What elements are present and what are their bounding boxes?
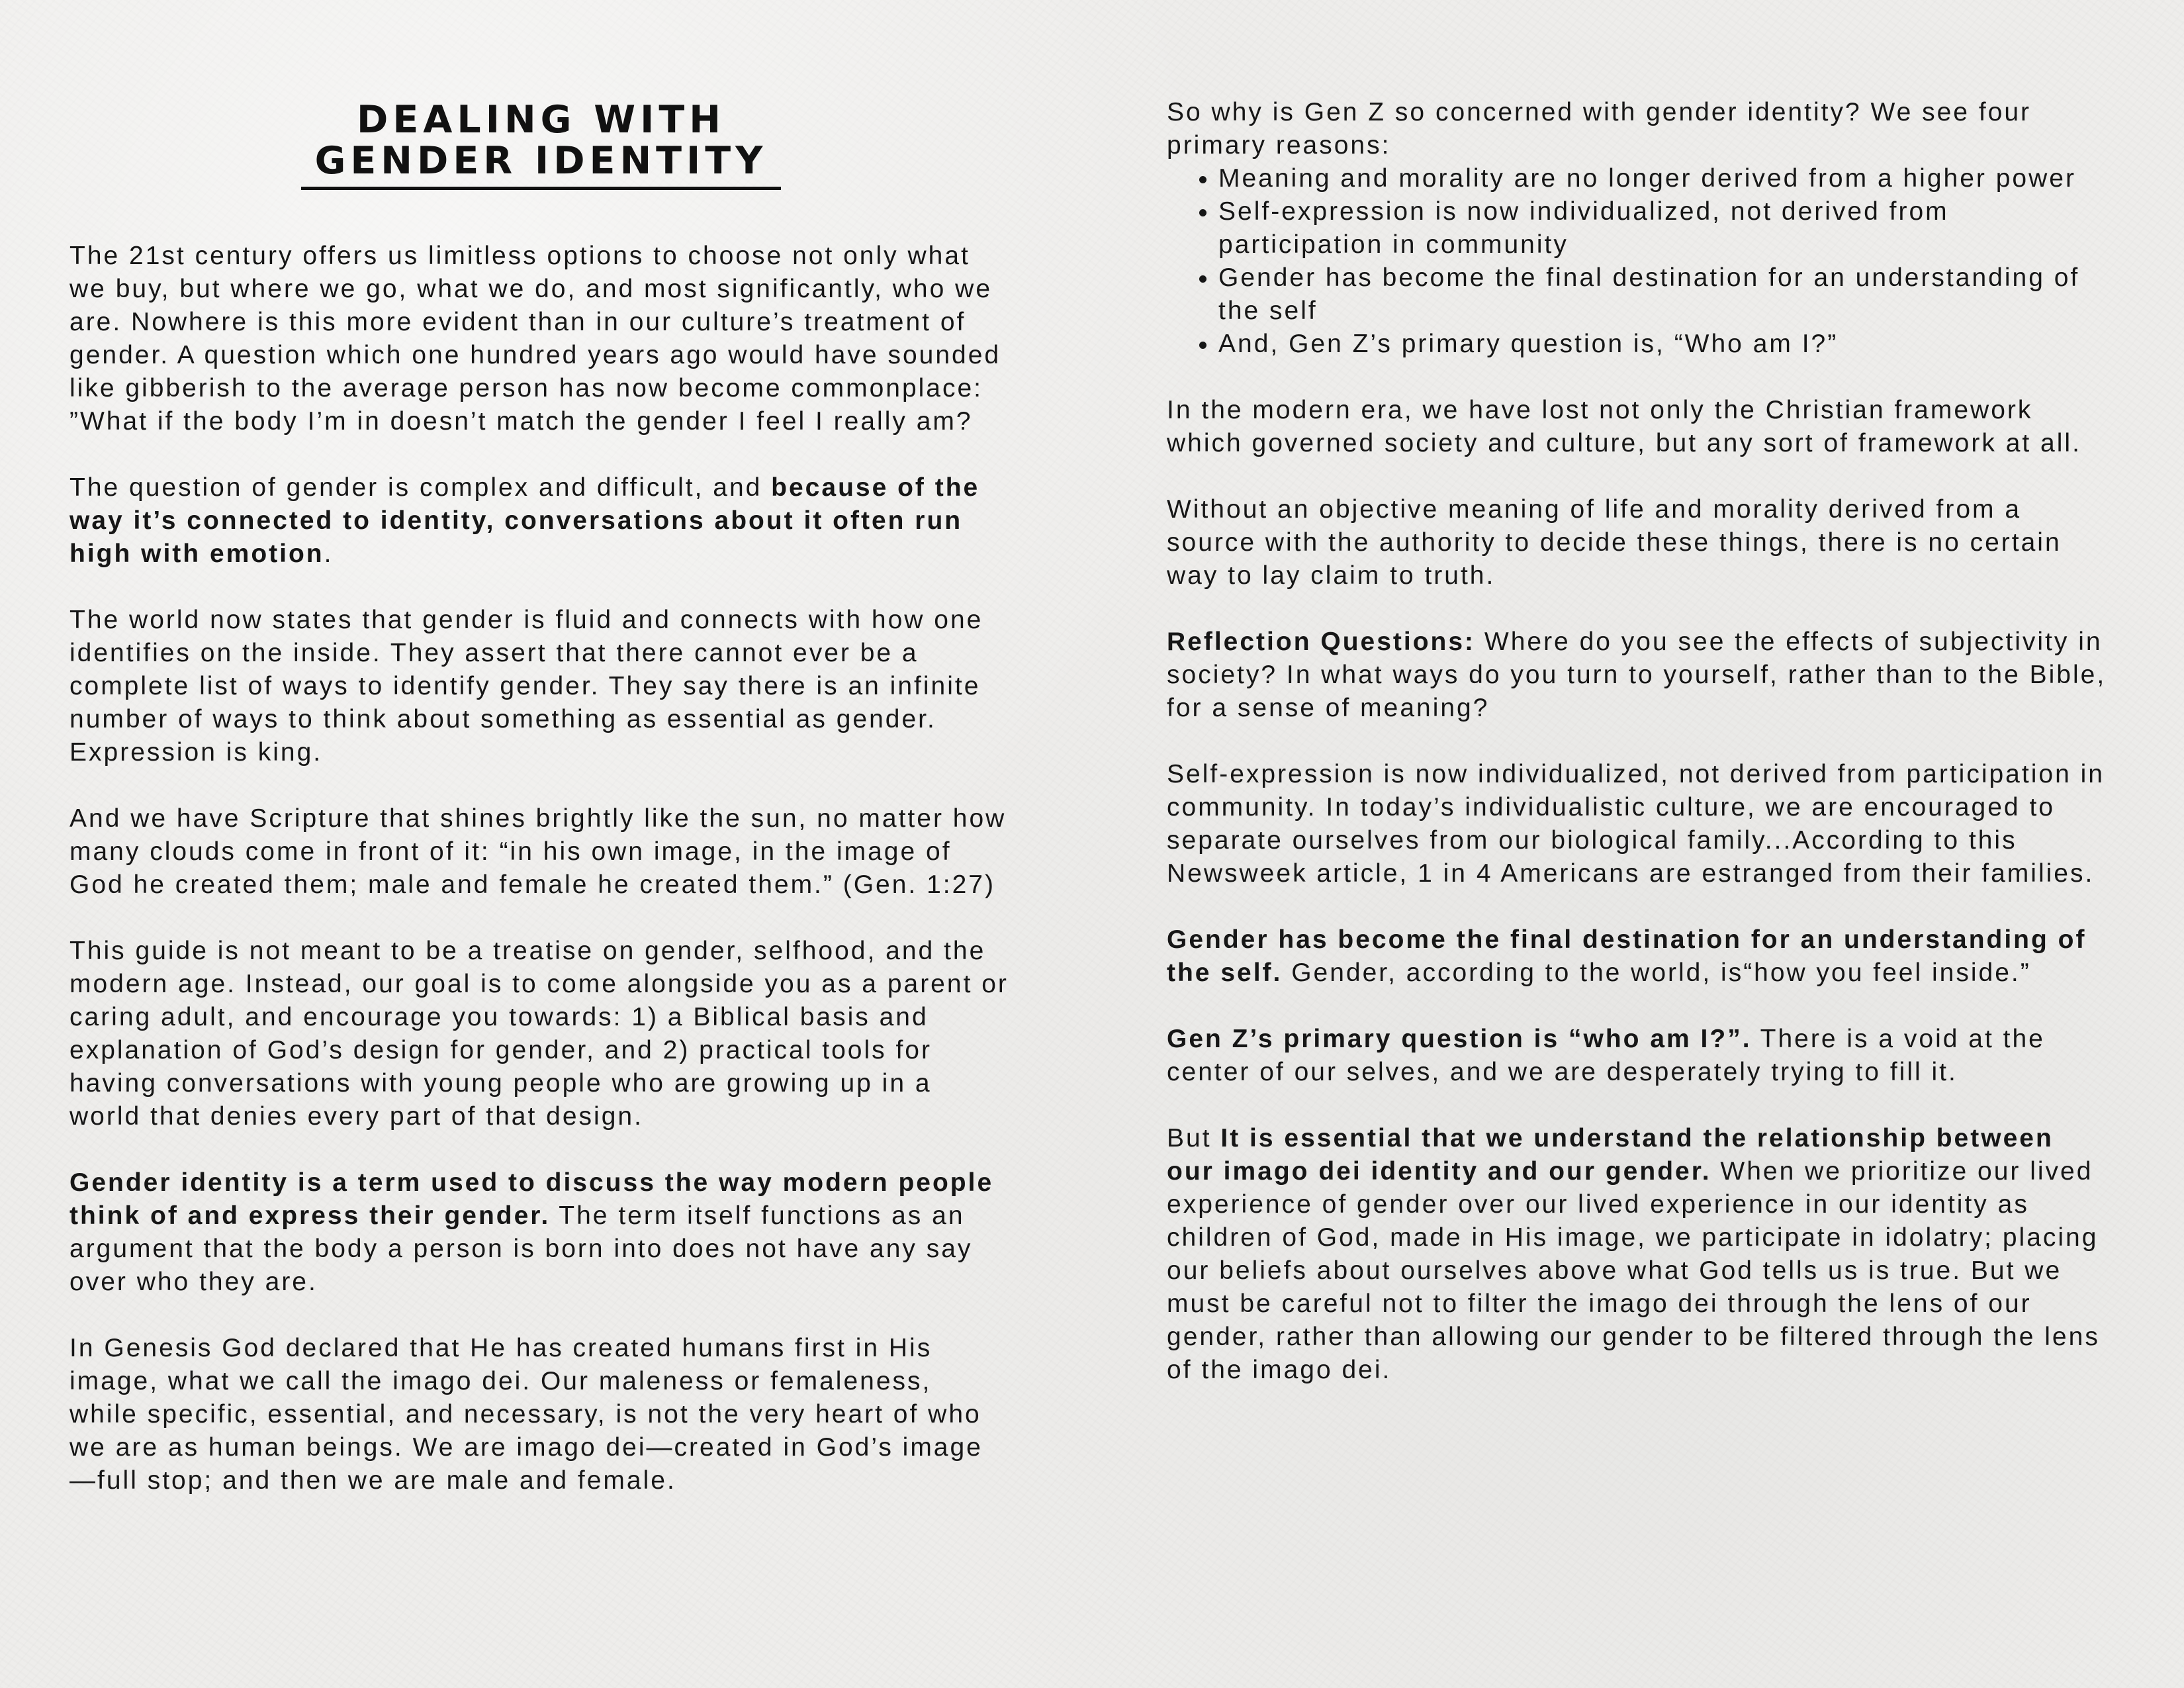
reason-item-2: • Self-expression is now individualized, not derived from participation in community [1218, 195, 2107, 261]
who-am-i-paragraph [1167, 1023, 2107, 1089]
scripture-paragraph: And we have Scripture that shines brightly like the sun, no matter how many clouds come in front of it: “in his own image, in the image of God he created them; male and female he created them.” (Gen. 1:27) [69, 804, 1007, 899]
reason-item-4: • And, Gen Z’s primary question is, “Who am I?” [1218, 328, 2107, 361]
reflection-label: Reflection Questions: [1167, 628, 1476, 656]
title-block [301, 99, 781, 190]
gender-destination-paragraph [1167, 923, 2107, 990]
self-expression-paragraph: Self-expression is now individualized, not derived from participation in community. In today’s individualistic culture, we are encouraged to separate ourselves from our biological family...According to this Newsweek article, 1 in 4 Americans are estranged from their families. [1167, 760, 2105, 888]
complexity-paragraph [69, 471, 1009, 571]
definition-emphasis: Gender identity is a term used to discuss the way modern people think of and express their gender. [69, 1168, 994, 1230]
complexity-text: The question of gender is complex and difficult, and [69, 473, 772, 502]
reflection-paragraph [1167, 626, 2107, 725]
imago-dei-emphasis: It is essential that we understand the relationship between our imago dei identity and our gender. [1167, 1124, 2054, 1186]
imago-dei-start: But [1167, 1124, 1221, 1152]
title-line-1: DEALING WITH [357, 98, 725, 142]
complexity-emphasis: because of the way it’s connected to identity, conversations about it often run high with emotion [69, 473, 980, 568]
title-underline [301, 187, 781, 190]
reason-item-1: • Meaning and morality are no longer derived from a higher power [1218, 162, 2107, 195]
world-view-paragraph: The world now states that gender is fluid and connects with how one identifies on the inside. They assert that there cannot ever be a complete list of ways to identify gender. They say there is an infinite number of ways to think about something as essential as gender. Expression is king. [69, 606, 983, 767]
who-am-i-emphasis: Gen Z’s primary question is “who am I?”. [1167, 1025, 1752, 1053]
guide-purpose-paragraph: This guide is not meant to be a treatise on gender, selfhood, and the modern age. Instead, our goal is to come alongside you as a parent or caring adult, and encourage you towards: 1) a Biblical basis and explanation of God’s design for gender, and 2) practical tools for having conversations with young people who are growing up in a world that denies every part of that design. [69, 937, 1009, 1131]
gender-destination-emphasis: Gender has become the final destination for an understanding of the self. [1167, 925, 2087, 987]
definition-text: The term itself functions as an argument that the body a person is born into does not have any say over who they are. [69, 1201, 973, 1296]
modern-era-paragraph: In the modern era, we have lost not only the Christian framework which governed society and culture, but any sort of framework at all. [1167, 396, 2081, 457]
who-am-i-text: There is a void at the center of our selves, and we are desperately trying to fill it. [1167, 1025, 2045, 1086]
right-column [1167, 96, 2107, 1420]
genesis-paragraph: In Genesis God declared that He has created humans first in His image, what we call the imago dei. Our maleness or femaleness, while specific, essential, and necessary, is not the very heart of who we are as human beings. We are imago dei—created in God’s image—full stop; and then we are male and female. [69, 1334, 983, 1495]
page-title [301, 99, 781, 181]
complexity-end: . [324, 539, 334, 568]
truth-paragraph: Without an objective meaning of life and morality derived from a source with the authority to decide these things, there is no certain way to lay claim to truth. [1167, 495, 2062, 590]
intro-paragraph: The 21st century offers us limitless options to choose not only what we buy, but where we go, what we do, and most significantly, who we are. Nowhere is this more evident than in our culture’s treatment of gender. A question which one hundred years ago would have sounded like gibberish to the average person has now become commonplace: ”What if the body I’m in doesn’t match the gender I feel I really am? [69, 242, 1001, 436]
reasons-list [1167, 162, 2107, 361]
definition-paragraph [69, 1166, 1009, 1299]
imago-dei-paragraph [1167, 1122, 2107, 1387]
title-line-2: GENDER IDENTITY [314, 139, 768, 183]
imago-dei-text: When we prioritize our lived experience of gender over our lived experience in our identity as children of God, made in His image, we participate in idolatry; placing our beliefs about ourselves above what God tells us is true. But we must be careful not to filter the imago dei through the lens of our gender, rather than allowing our gender to be filtered through the lens of the imago dei. [1167, 1157, 2100, 1384]
reason-item-3: • Gender has become the final destination for an understanding of the self [1218, 261, 2107, 328]
left-column [69, 240, 1009, 1530]
reasons-intro: So why is Gen Z so concerned with gender identity? We see four primary reasons: [1167, 98, 2032, 160]
reflection-text: Where do you see the effects of subjectivity in society? In what ways do you turn to yourself, rather than to the Bible, for a sense of meaning? [1167, 628, 2107, 722]
gender-destination-text: Gender, according to the world, is“how you feel inside.” [1282, 959, 2031, 987]
